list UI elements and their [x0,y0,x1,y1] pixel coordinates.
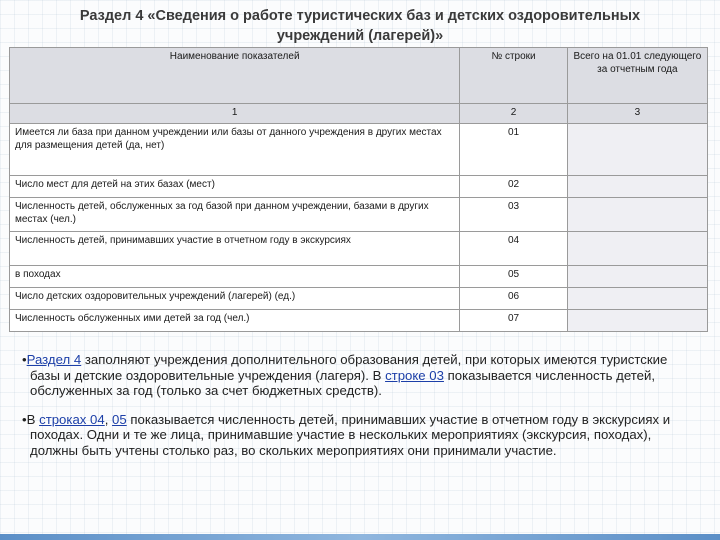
link-section-4[interactable]: Раздел 4 [26,352,82,367]
table-row [10,176,708,198]
row-label: Численность детей, принимавших участие в отчетном году в экскурсиях [10,232,460,266]
row-value-cell[interactable] [567,124,707,176]
row-code: 04 [460,232,567,266]
page-title: Раздел 4 «Сведения о работе туристических баз и детских оздоровительных учреждений (лагерей)» [79,8,641,44]
column-number-3: 3 [567,104,707,124]
column-number-2: 2 [460,104,567,124]
table-row [10,288,708,310]
table-row [10,232,708,266]
link-row-03[interactable]: строке 03 [385,367,444,383]
table-column-number-row [10,104,708,124]
header-row-number: № строки [460,48,567,104]
header-indicator-name: Наименование показателей [10,48,460,104]
header-total: Всего на 01.01 следующего за отчетным года [567,48,707,104]
table-row [10,266,708,288]
table-row [10,310,708,332]
row-label: Число мест для детей на этих базах (мест) [10,176,460,198]
table-row [10,124,708,176]
link-row-05[interactable]: 05 [112,411,127,427]
row-value-cell[interactable] [567,288,707,310]
row-label: Численность детей, обслуженных за год базой при данном учреждении, базами в других местах (чел.) [10,198,460,232]
table-header-row [10,48,708,104]
row-code: 05 [460,266,567,288]
note-text: показывается численность детей, принимавших участие в отчетном году в экскурсиях и походах. Одни и те же лица, принимавшие участие в нескольких мероприятиях (экскурсия, походах), должны быть учтены столько раз, во скольких мероприятиях они принимали участие. [30,411,671,458]
row-value-cell[interactable] [567,198,707,232]
note-paragraph-1 [22,352,698,399]
bottom-decorative-stripe [0,534,720,540]
note-text: заполняют учреждения дополнительного образования детей, при которых имеются туристские базы и детские оздоровительные учреждения (лагеря). В [30,352,668,383]
column-number-1: 1 [10,104,460,124]
row-code: 06 [460,288,567,310]
row-label: Численность обслуженных ими детей за год (чел.) [10,310,460,332]
note-paragraph-2 [22,412,698,459]
bullet: • [22,411,27,427]
row-label: Число детских оздоровительных учреждений (лагерей) (ед.) [10,288,460,310]
row-label: в походах [10,266,460,288]
row-code: 01 [460,124,567,176]
table-row [10,198,708,232]
note-text: показывается численность детей, обслуженных за год (только за счет бюджетных средств). [30,367,656,399]
link-rows-04[interactable]: строках 04 [39,411,105,427]
row-code: 07 [460,310,567,332]
row-code: 03 [460,198,567,232]
explanatory-notes [22,352,698,472]
statistics-table [9,47,708,332]
row-label: Имеется ли база при данном учреждении или базы от данного учреждения в других местах для размещения детей (да, нет) [10,124,460,176]
row-value-cell[interactable] [567,176,707,198]
row-value-cell[interactable] [567,310,707,332]
row-value-cell[interactable] [567,232,707,266]
row-value-cell[interactable] [567,266,707,288]
note-text: В [26,411,40,427]
bullet: • [22,352,27,367]
note-separator: , [104,411,113,427]
row-code: 02 [460,176,567,198]
